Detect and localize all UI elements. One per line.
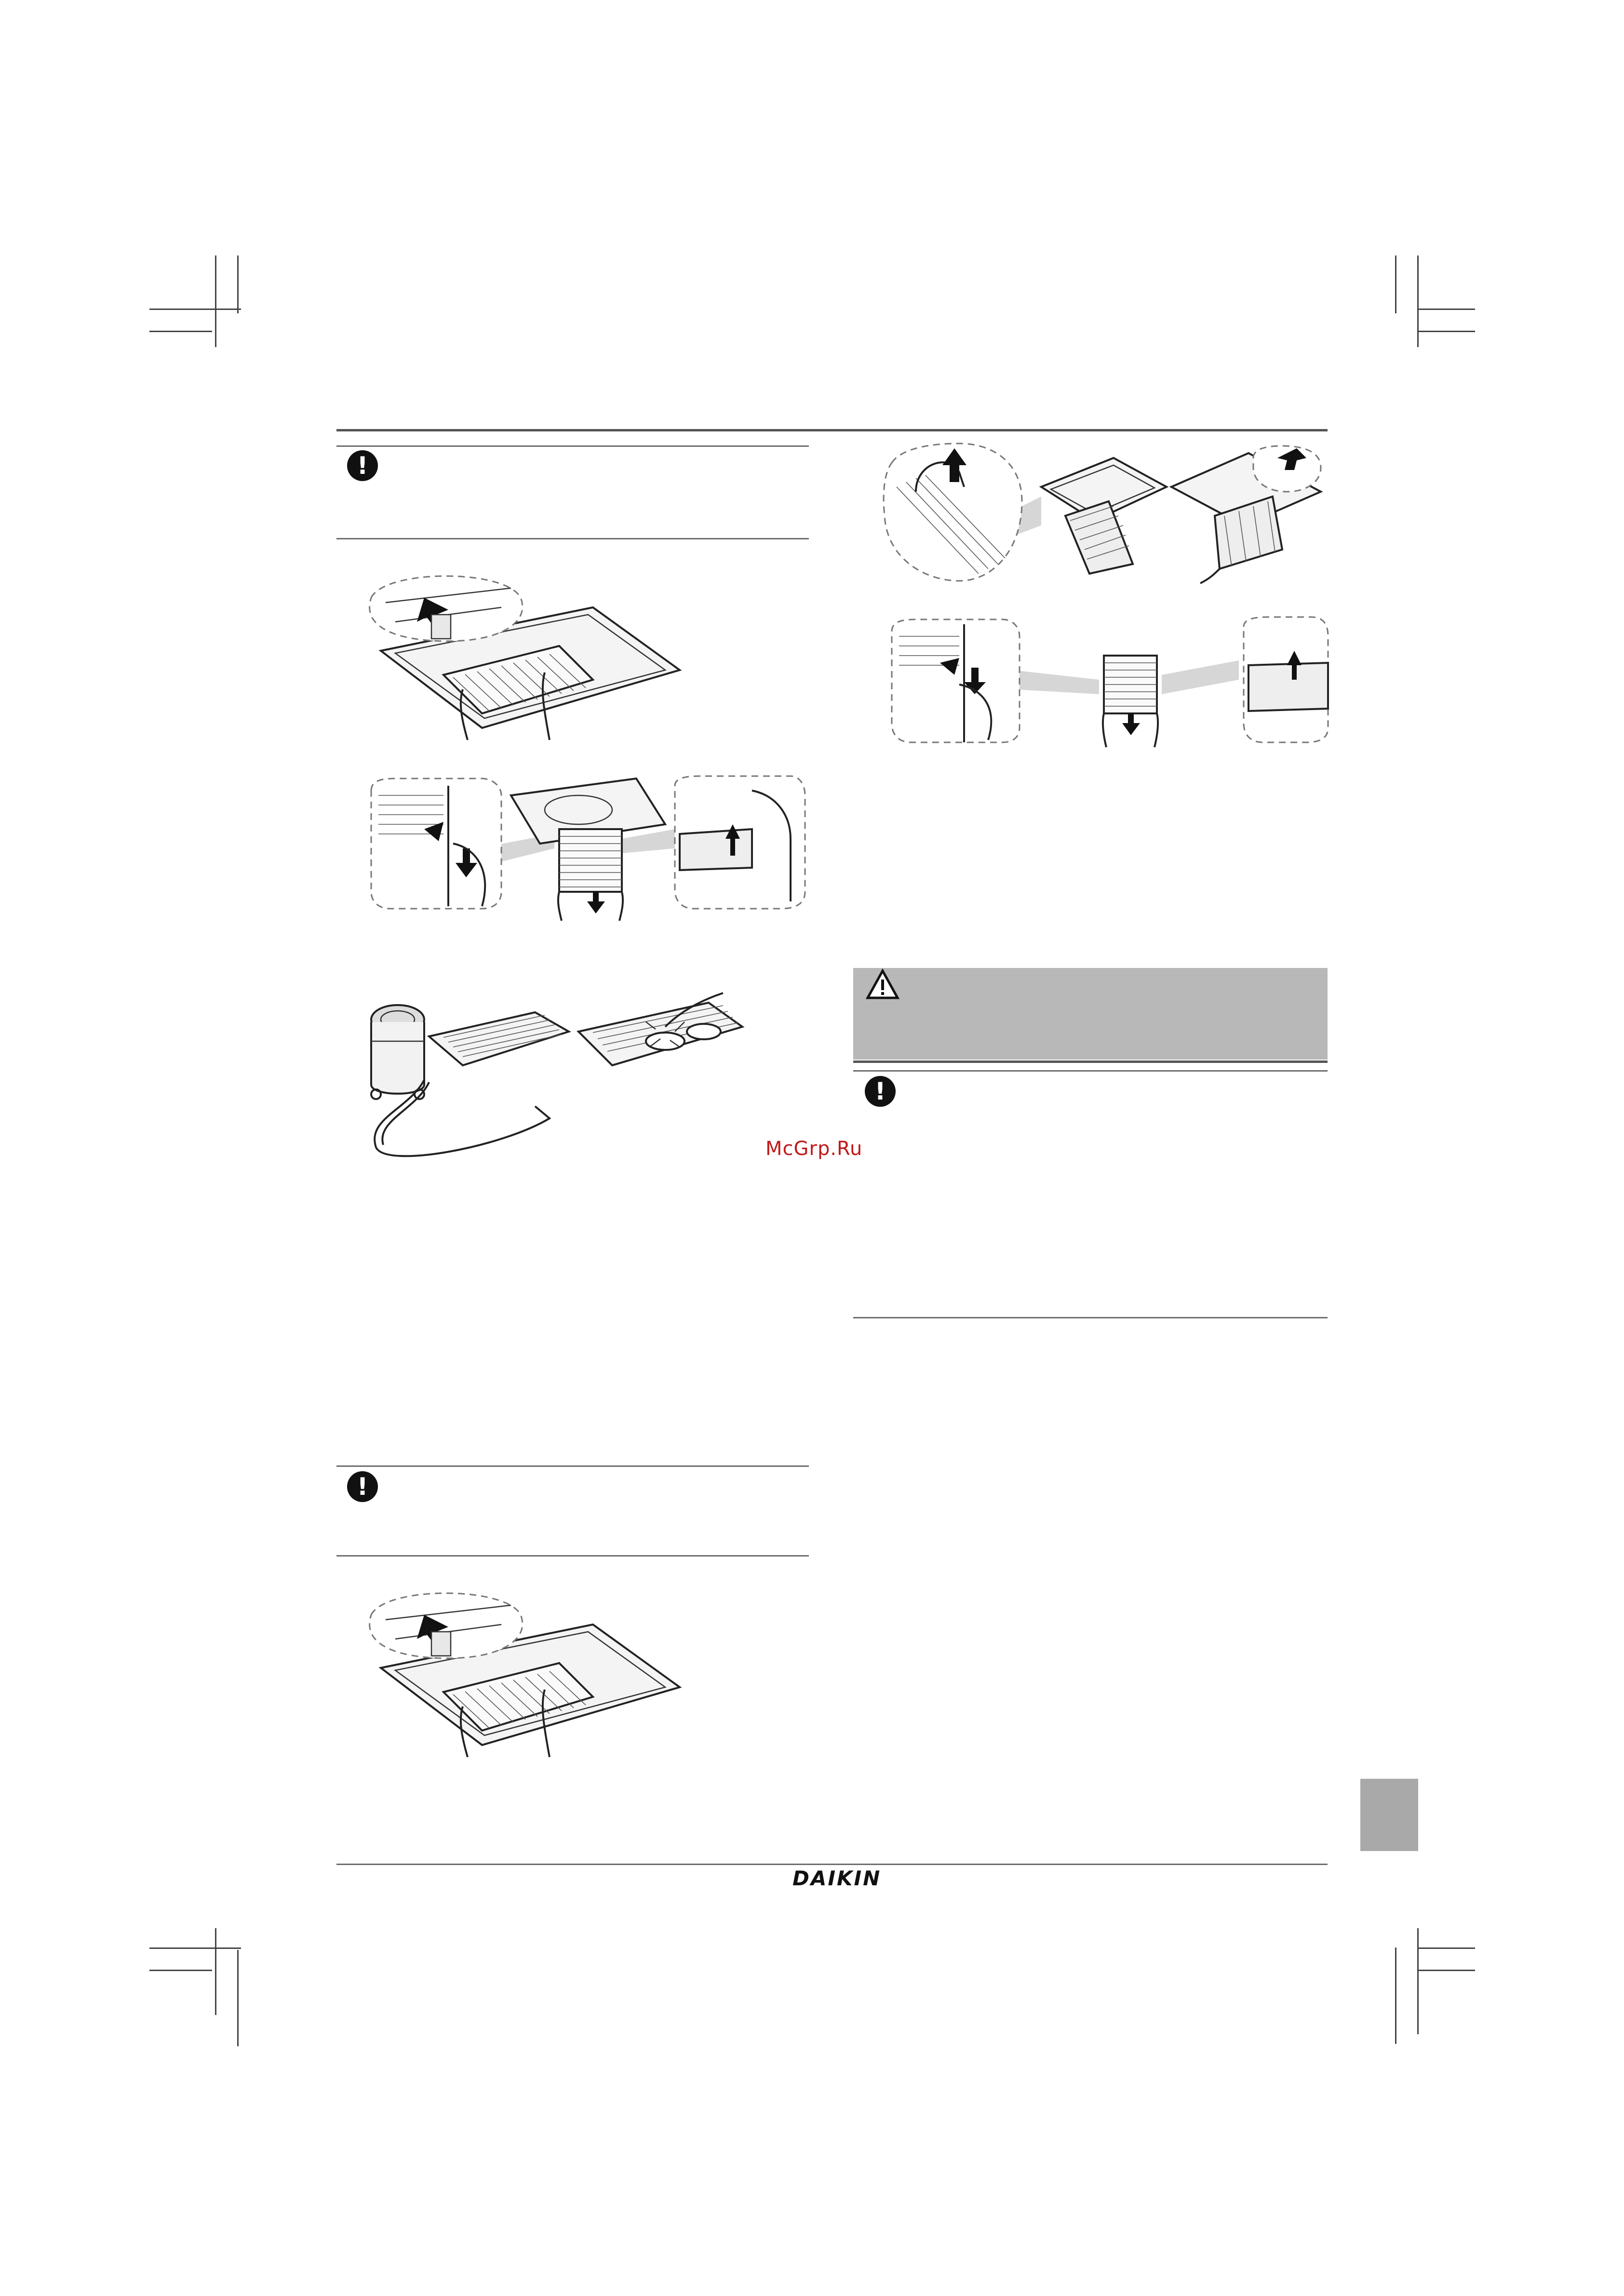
figure-detach-suction-grille-hinges: [882, 443, 1326, 583]
figure-remove-suction-grille: [366, 569, 684, 742]
exclamation-circle-icon: !: [347, 1471, 378, 1502]
notice-bottom-rule-1: [336, 538, 809, 539]
exclamation-circle-icon: !: [865, 1076, 896, 1107]
warning-triangle-icon: [866, 968, 899, 1002]
footer-rule: [336, 1864, 1328, 1865]
exclamation-circle-icon: !: [347, 450, 378, 481]
figure-reinstall-suction-grille: [366, 1586, 684, 1759]
notice-top-rule-1: [336, 445, 809, 447]
notice-top-rule-3: [853, 1070, 1328, 1072]
header-rule: [336, 429, 1328, 431]
notice-bottom-rule-2: [336, 1555, 809, 1557]
notice-top-rule-2: [336, 1465, 809, 1467]
figure-reattach-air-filter: [887, 617, 1330, 747]
figure-detach-air-filter: [366, 776, 810, 921]
figure-clean-filter-vacuum-and-water: [357, 993, 771, 1176]
watermark: McGrp.Ru: [765, 1138, 863, 1160]
notice-bottom-rule-3: [853, 1317, 1328, 1318]
warning-bottom-rule: [853, 1061, 1328, 1063]
section-thumb-tab: [1360, 1779, 1418, 1851]
warning-band: [853, 968, 1328, 1060]
brand-logo: DAIKIN: [792, 1866, 882, 1890]
